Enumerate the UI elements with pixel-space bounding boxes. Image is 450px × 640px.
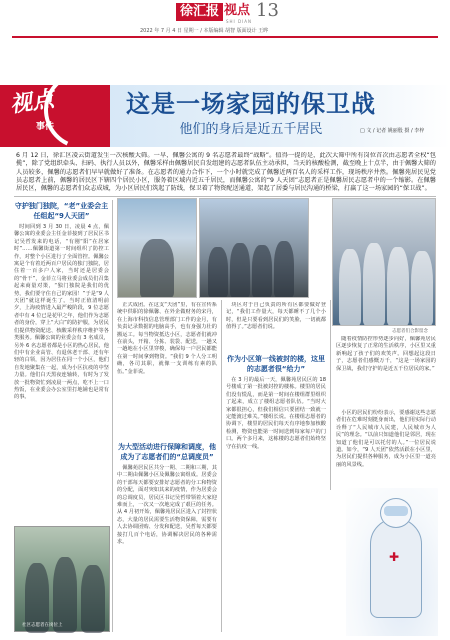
section-name: 视点 xyxy=(224,3,251,18)
column-1-body: 时间回到 3 月 30 日，凌晨 4 点，佩馨公寓的业委会主任金菲接到了居民区书记吴哲发来的电话，“有刚“阳”在居家时”……佩馨街道第一时间组织了防控工作，对整个小区进行了全面管控。佩馨公寓是个有着近两百户居民的独门独院，居住着一百多户人家，当时还是居委会的“骨干”，金菲立马将业委会成员们召集起来商量对策，“独门独院是我们的优势，我们要守住自己的家园！”于是“9 人天团”就这样诞生了。当时正值清明前夕，上海疫情进入最严峻阶段，9 位志愿者中有 4 位已是花甲之年，他们作为志愿者的身份，穿上“大白”的防护服，为居民们提供物资配送、核酸采样秩序维护等各类服务。佩馨公寓的业委会有 3 名成员，另外 6 名志愿者都是小区的热心居民，他们中有企业高管、有退休老干部、还有年轻的白领，因为居住在同一个小区，他们自发地聚集在一起，成为小区抗疫的中坚力量。他们白天黑夜连轴转，有时为了发放一批物资忙到凌晨一两点，吃不上一口热饭，在业委会办公室里打地铺也是常有的事。 xyxy=(14,224,109,401)
photo-community-volunteers xyxy=(14,526,110,632)
article-headline: 这是一场家园的保卫战 xyxy=(126,89,376,118)
photo-caption-bottom: 社区志愿者在岗位上 xyxy=(22,623,63,628)
headline-banner xyxy=(0,85,450,147)
column-divider xyxy=(112,200,113,632)
photo-figure xyxy=(274,241,294,298)
article-subheadline: 他们的身后是近五千居民 xyxy=(179,122,323,137)
section-title-2: 为大型活动进行保障和调度，他成为了志愿者们的“总调度员” xyxy=(118,443,216,461)
section-title-1: 守护独门独院，“老”业委会主任组起“9人天团” xyxy=(14,202,109,220)
photo-volunteer-group xyxy=(199,198,309,298)
ppe-worker-illustration xyxy=(346,488,438,636)
photo-caption-right: 志愿者们合影留念 xyxy=(392,329,428,334)
article-column-4 xyxy=(336,336,436,486)
column-2-body: 正式成团。在这支“天团”里，有在宣传系统中供职的徐佩馨、在外企做财务的宋丹，在上海市科技信息管理部门工作的金月，有负责记录数据的电脑高手，也有身强力壮的搬运工。每当物资抵达小区，志愿者们就冲在前头，开箱、分拣、装袋、配送，一趟又一趟地在小区里穿梭，确保每一户居民都能在第一时间拿到物资。“我们 9 个人分工明确，各司其职，就像一支训练有素的队伍。”金菲说。 xyxy=(117,302,217,375)
column-2-body-2: 佩馨苑居民区共分一期、二期和三期，其中二期由佩馨小区及佩馨公寓组成。居委会的干部每天都要安排好志愿者的分工和物资的分配，面对突如其来的疫情，作为居委会的总调度员，居民区书记吴哲带领着大家迎难而上，一次又一次地完成了艰巨的任务。从 4 月初开始，佩馨苑居民区进入了封控状态，大量的居民需要生活物资保障，需要有人去协调团购、分发和配送，吴哲每天都要接打几百个电话，协调解决居民的各种需求。 xyxy=(117,465,217,546)
photo-figure xyxy=(363,243,385,326)
illustration-body xyxy=(370,518,422,618)
photo-figure xyxy=(411,251,433,326)
column-tag xyxy=(8,86,64,143)
photo-volunteers-in-ppe xyxy=(332,198,436,326)
lede-divider xyxy=(14,196,436,197)
article-column-2 xyxy=(117,302,217,634)
article-column-3 xyxy=(226,302,326,634)
photo-figure xyxy=(339,249,361,326)
article-lede: 6 月 12 日，徐汇区凌云街道发生一次核酸大筛。一早，佩馨公寓的 9 名志愿者最终“战略”。值得一提的是，此次大筛中所有岗位首次由志愿者全权“包揽”，除了党组织牵头、扫码、执行人员以外，佩馨采样由佩馨居民自发组建的志愿者队伍主动承担，当天的核酸检测，截至晚上十点半，由于佩馨大筛的人员较多，佩馨的志愿者们早早就做好了准备。在志愿者的通力合作下，一个小时就完成了佩馨近两百名人的采样工作，现场秩序井然。佩馨苑居民见党员志愿者上前，佩馨的居民区下辖四个居民小区，服务着区域内近五千居民，而佩馨公寓的“9 人天团”志愿者正是佩馨居民志愿者中的一个缩影。在佩馨居民区，佩馨的志愿者们众志成城，为小区居民们筑起了防线，保卫着了物资配送通道，架起了居委与居民沟通的桥梁，打赢了这一场家园的“保卫战”。 xyxy=(16,152,436,193)
section-title-3: 作为小区第一线被封的楼，这里的志愿者很“给力” xyxy=(227,355,325,373)
article-column-1 xyxy=(14,202,109,522)
column-divider xyxy=(221,300,222,632)
photo-figure xyxy=(252,245,272,298)
photo-figure xyxy=(230,243,250,298)
section-name-en: SHI DIAN xyxy=(226,19,252,24)
newspaper-logo: 徐汇报 xyxy=(176,3,223,21)
masthead xyxy=(0,0,450,44)
photo-figure xyxy=(387,247,409,326)
masthead-rule xyxy=(12,36,438,38)
photo-figure xyxy=(81,565,105,633)
photo-figure xyxy=(208,247,228,298)
page-number: 13 xyxy=(256,0,279,21)
issue-info: 2022 年 7 月 4 日 星期一 / 本版编辑 胡智 版面设计 王晔 xyxy=(140,28,269,34)
illustration-visor xyxy=(384,506,408,516)
medical-cross-icon: ✚ xyxy=(389,550,400,564)
article-byline: □ 文 / 记者 姚丽殷 摄 / 李梓 xyxy=(360,128,425,134)
column-4-body: 随着疫情防控形势逐步向好，佩馨苑居民区逐步恢复了正常的生活秩序，小区里又重新响起了孩子们的欢笑声。回想起这段日子，志愿者们感慨万千，“这是一场家园的保卫战，我们守护的是近五千位居民的家。” xyxy=(336,336,436,372)
column-divider xyxy=(330,300,331,490)
column-tag-sub: 事件 xyxy=(36,122,55,132)
column-3-body: 块区对于自己负责的所有区都要做好登记，“我们工作量大，每天都睡不了几个小时，但是只要看到居民们的笑脸，一切就都值得了。”志愿者们说。 xyxy=(226,302,326,331)
column-tag-main: 视点 xyxy=(8,86,56,118)
column-3-body-2: 在 3 月的最后一天，佩馨苑居民区的 18 号楼成了第一批被封控的楼栋。楼里的居民们没有慌乱，而是第一时间在楼组群里组织了起来，成立了楼组志愿者队伍。“当时大家都很担心，但我们相信只要团结一致就一定能渡过难关。”楼组长说。在楼组志愿者的协调下，楼里的居民们每天有序地参加核酸检测，物资也能第一时间送到每家每户的门口。两个多月来，这栋楼的志愿者们始终坚守在抗疫一线。 xyxy=(226,377,326,450)
photo-volunteer-portrait xyxy=(117,198,197,298)
photo-figure xyxy=(140,239,174,298)
column-4-body-2: 小区的居民们纷纷表示，要感谢这些志愿者们在危难时刻挺身而出，他们用实际行动诠释了“人民城市人民建，人民城市为人民”的理念。“以前只知道他们是邻居，现在知道了他们是可以托付的人。”一位居民说道。如今，“9 人天团”依然活跃在小区里，为居民们提供各种服务，成为小区里一道亮丽的风景线。 xyxy=(336,410,436,468)
